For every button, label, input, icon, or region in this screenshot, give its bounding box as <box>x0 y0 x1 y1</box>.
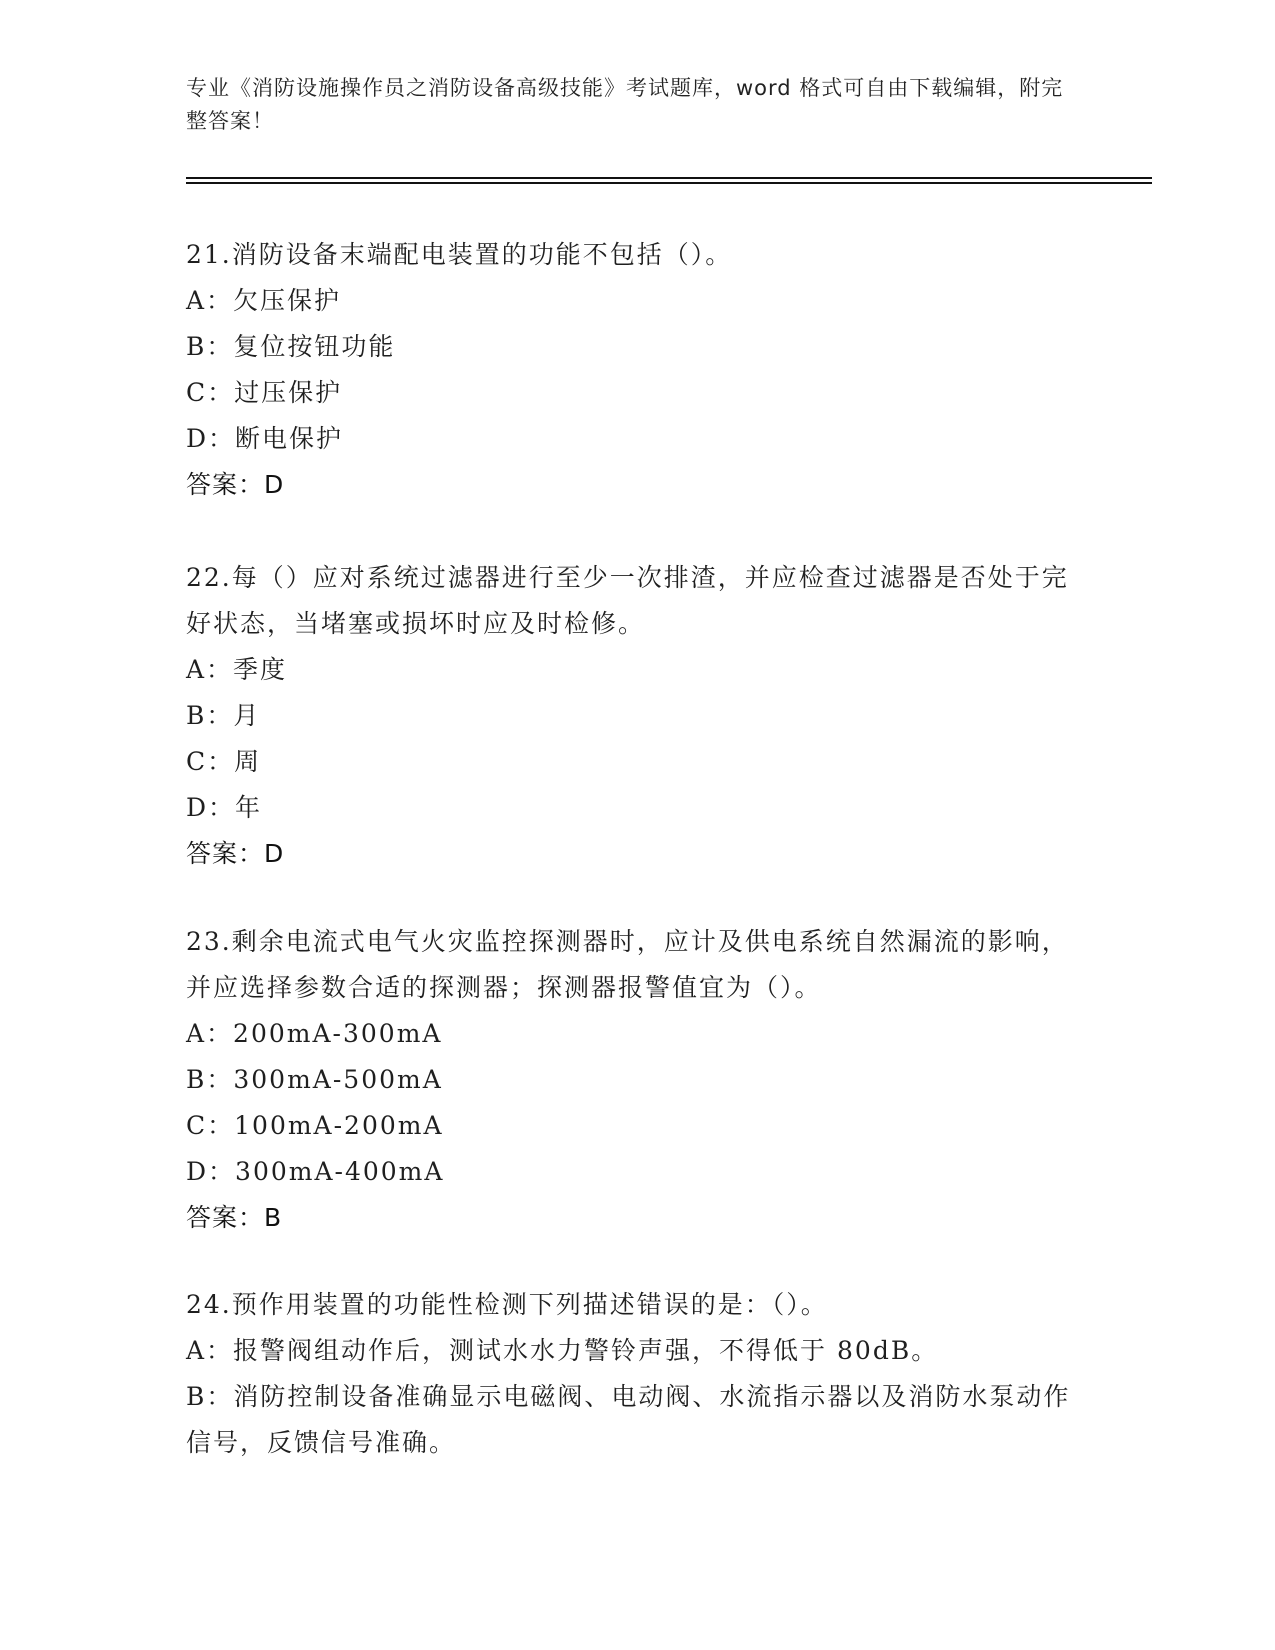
answer-line: 答案：D <box>186 470 285 499</box>
question-stem: 22.每（）应对系统过滤器进行至少一次排渣，并应检查过滤器是否处于完好状态，当堵塞或损坏时应及时检修。 <box>186 563 1069 638</box>
option-d: D：300mA-400mA <box>186 1157 445 1186</box>
option-a: A：报警阀组动作后，测试水水力警铃声强，不得低于 80dB。 <box>186 1336 939 1365</box>
option-c: C：周 <box>186 747 262 776</box>
option-b: B：复位按钮功能 <box>186 332 396 361</box>
question-23 <box>186 919 1076 1241</box>
option-d: D：年 <box>186 793 263 822</box>
question-stem: 24.预作用装置的功能性检测下列描述错误的是：（）。 <box>186 1290 828 1319</box>
option-c: C：100mA-200mA <box>186 1111 444 1140</box>
option-d: D：断电保护 <box>186 424 344 453</box>
option-b: B：300mA-500mA <box>186 1065 443 1094</box>
option-c: C：过压保护 <box>186 378 343 407</box>
question-stem: 21.消防设备末端配电装置的功能不包括（）。 <box>186 240 733 269</box>
answer-line: 答案：D <box>186 839 285 868</box>
document-header: 专业《消防设施操作员之消防设备高级技能》考试题库，word 格式可自由下载编辑，附完整答案！ <box>186 76 1064 133</box>
option-a: A：200mA-300mA <box>186 1019 443 1048</box>
question-stem: 23.剩余电流式电气火灾监控探测器时，应计及供电系统自然漏流的影响，并应选择参数合适的探测器；探测器报警值宜为（）。 <box>186 927 1069 1002</box>
option-b: B：月 <box>186 701 261 730</box>
question-24 <box>186 1282 1076 1466</box>
header-divider-top <box>186 177 1152 179</box>
question-22 <box>186 555 1076 877</box>
answer-line: 答案：B <box>186 1203 283 1232</box>
question-21 <box>186 232 1076 508</box>
option-a: A：季度 <box>186 655 288 684</box>
option-b: B：消防控制设备准确显示电磁阀、电动阀、水流指示器以及消防水泵动作信号，反馈信号准确。 <box>186 1382 1071 1457</box>
header-divider-bottom <box>186 182 1152 184</box>
option-a: A：欠压保护 <box>186 286 342 315</box>
